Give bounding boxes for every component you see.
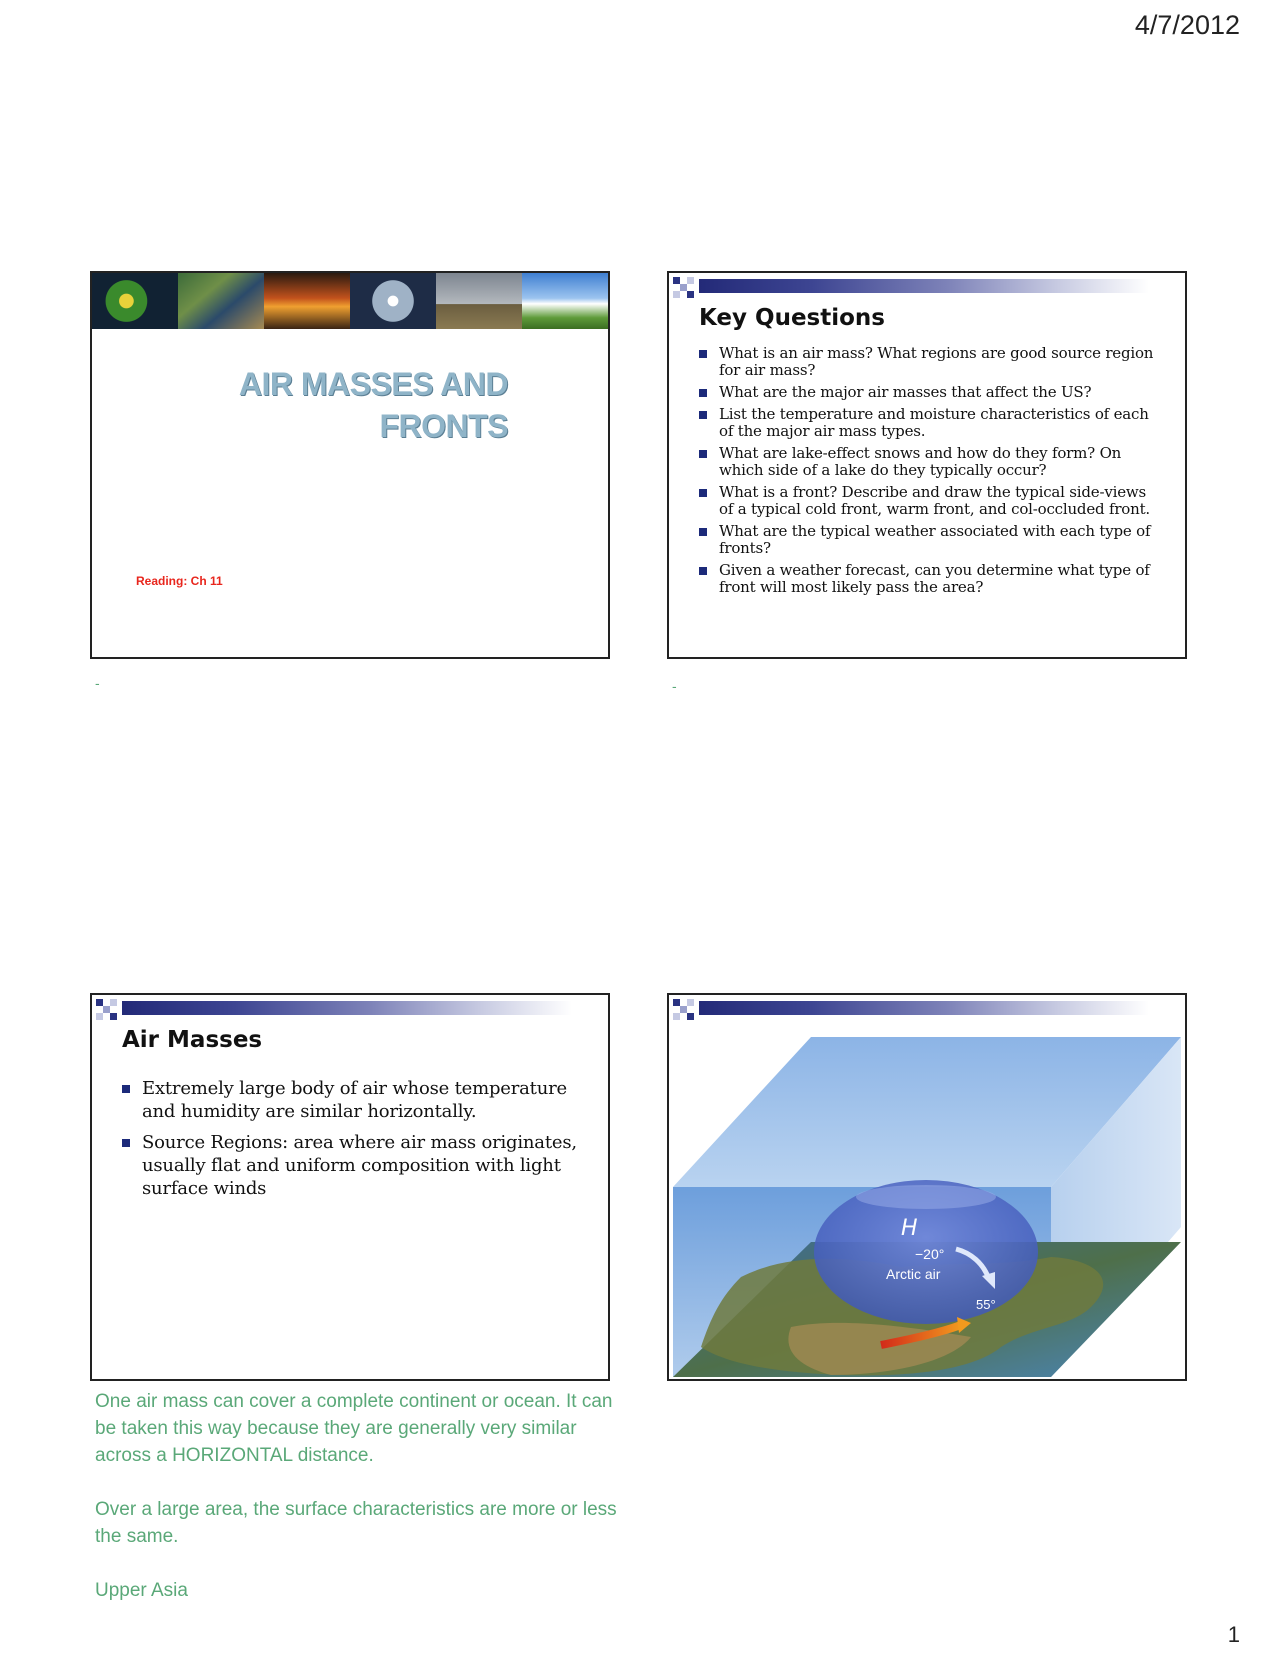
list-item: What are lake-effect snows and how do they form? On which side of a lake do they typically occur? bbox=[697, 445, 1161, 479]
page-date: 4/7/2012 bbox=[1134, 10, 1240, 40]
clouds-image bbox=[522, 273, 608, 329]
reading-label: Reading: Ch 11 bbox=[136, 574, 223, 588]
definition-list bbox=[120, 1077, 584, 1208]
pressure-label: H bbox=[901, 1216, 918, 1241]
slide-title-text bbox=[239, 363, 508, 447]
header-strip bbox=[669, 995, 1185, 1025]
question-list bbox=[697, 345, 1161, 601]
slide-heading: Key Questions bbox=[699, 305, 885, 331]
slide-air-masses bbox=[90, 993, 610, 1381]
slide-air-mass-diagram bbox=[667, 993, 1187, 1381]
radar-image bbox=[92, 273, 178, 329]
arctic-air-label: Arctic air bbox=[886, 1266, 941, 1282]
tornado-image bbox=[436, 273, 522, 329]
page-number: 1 bbox=[1227, 1622, 1240, 1647]
title-line-2: FRONTS bbox=[379, 408, 508, 444]
notes-paragraph: Upper Asia bbox=[95, 1580, 188, 1601]
header-strip bbox=[92, 995, 608, 1025]
list-item: Extremely large body of air whose temperature and humidity are similar horizontally. bbox=[120, 1077, 584, 1123]
notes-paragraph: One air mass can cover a complete continent or ocean. It can be taken this way because they are generally very similar across a HORIZONTAL distance. bbox=[95, 1391, 613, 1466]
notes-text bbox=[95, 1388, 635, 1631]
banner-strip bbox=[92, 273, 608, 329]
list-item: Source Regions: area where air mass originates, usually flat and uniform composition with light surface winds bbox=[120, 1131, 584, 1200]
list-item: What is an air mass? What regions are good source region for air mass? bbox=[697, 345, 1161, 379]
list-item: What are the typical weather associated with each type of fronts? bbox=[697, 523, 1161, 557]
slide-title bbox=[90, 271, 610, 659]
air-mass-diagram bbox=[671, 1027, 1183, 1377]
notes-paragraph: Over a large area, the surface characteristics are more or less the same. bbox=[95, 1499, 617, 1547]
satellite-map-image bbox=[178, 273, 264, 329]
hurricane-image bbox=[350, 273, 436, 329]
slide-dash-2: - bbox=[672, 678, 677, 694]
slide-dash-1: - bbox=[95, 675, 100, 691]
list-item: What is a front? Describe and draw the typical side-views of a typical cold front, warm front, and col-occluded front. bbox=[697, 484, 1161, 518]
slide-key-questions bbox=[667, 271, 1187, 659]
title-line-1: AIR MASSES AND bbox=[238, 366, 508, 402]
list-item: List the temperature and moisture characteristics of each of the major air mass types. bbox=[697, 406, 1161, 440]
list-item: What are the major air masses that affect the US? bbox=[697, 384, 1161, 401]
lightning-image bbox=[264, 273, 350, 329]
warm-temp-label: 55° bbox=[976, 1297, 996, 1312]
slide-heading: Air Masses bbox=[122, 1027, 263, 1053]
header-strip bbox=[669, 273, 1185, 303]
cold-temp-label: −20° bbox=[915, 1246, 945, 1262]
list-item: Given a weather forecast, can you determine what type of front will most likely pass the area? bbox=[697, 562, 1161, 596]
